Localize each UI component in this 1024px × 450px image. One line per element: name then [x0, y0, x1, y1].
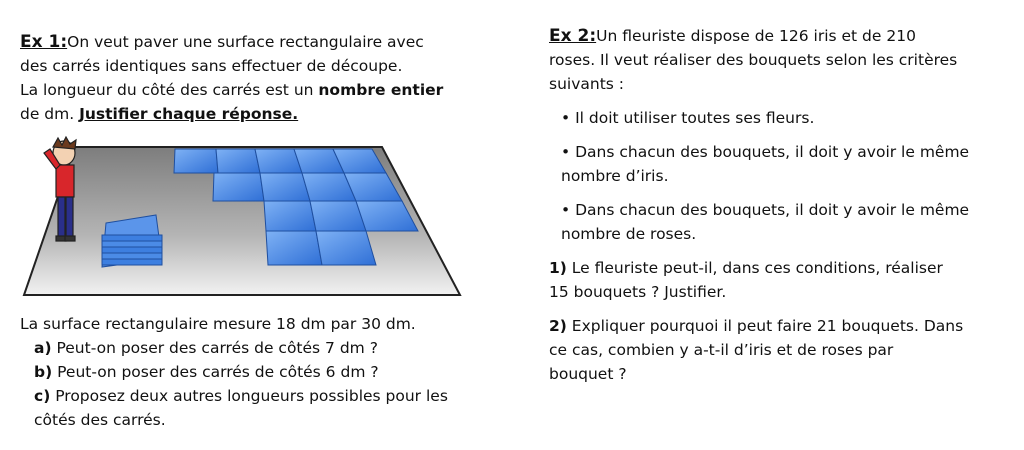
- exercise-2: [549, 24, 1009, 386]
- ex2-intro-line-3: suivants :: [549, 75, 625, 93]
- criteria-bullet-2: • Dans chacun des bouquets, il doit y avoir le même nombre d’iris.: [561, 143, 970, 185]
- ex1-intro-line-1: Ex 1:On veut paver une surface rectangulaire avec: [20, 32, 424, 52]
- bullet-icon: •: [561, 201, 571, 219]
- tiling-scene-icon: [20, 135, 465, 305]
- ex1-intro-line-2: des carrés identiques sans effectuer de découpe.: [20, 57, 403, 75]
- ex1-label: Ex 1:: [20, 32, 68, 52]
- exercise-1: [20, 30, 500, 126]
- criteria-bullet-1: • Il doit utiliser toutes ses fleurs.: [561, 109, 815, 127]
- bullet-icon: •: [561, 143, 571, 161]
- ex1-intro-line-4: de dm. Justifier chaque réponse.: [20, 105, 299, 123]
- ex2-intro-line-2: roses. Il veut réaliser des bouquets selon les critères: [549, 51, 958, 69]
- surface-statement: La surface rectangulaire mesure 18 dm par 30 dm.: [20, 315, 416, 333]
- ex1-questions: [20, 312, 500, 432]
- question-2: 2) Expliquer pourquoi il peut faire 21 bouquets. Dans ce cas, combien y a-t-il d’iris et de roses par bouquet ?: [549, 317, 964, 383]
- ex1-intro-line-3: La longueur du côté des carrés est un nombre entier: [20, 81, 444, 99]
- tile-stack: [102, 215, 162, 267]
- question-c-continued: côtés des carrés.: [34, 411, 166, 429]
- question-c: c) Proposez deux autres longueurs possibles pour les: [34, 387, 448, 405]
- question-1: 1) Le fleuriste peut-il, dans ces conditions, réaliser 15 bouquets ? Justifier.: [549, 259, 943, 301]
- bullet-icon: •: [561, 109, 571, 127]
- question-a: a) Peut-on poser des carrés de côtés 7 dm ?: [34, 339, 378, 357]
- criteria-bullet-3: • Dans chacun des bouquets, il doit y avoir le même nombre de roses.: [561, 201, 970, 243]
- ex2-label: Ex 2:: [549, 26, 597, 46]
- question-b: b) Peut-on poser des carrés de côtés 6 dm ?: [34, 363, 379, 381]
- ex2-intro-line-1: Ex 2:Un fleuriste dispose de 126 iris et de 210: [549, 26, 916, 46]
